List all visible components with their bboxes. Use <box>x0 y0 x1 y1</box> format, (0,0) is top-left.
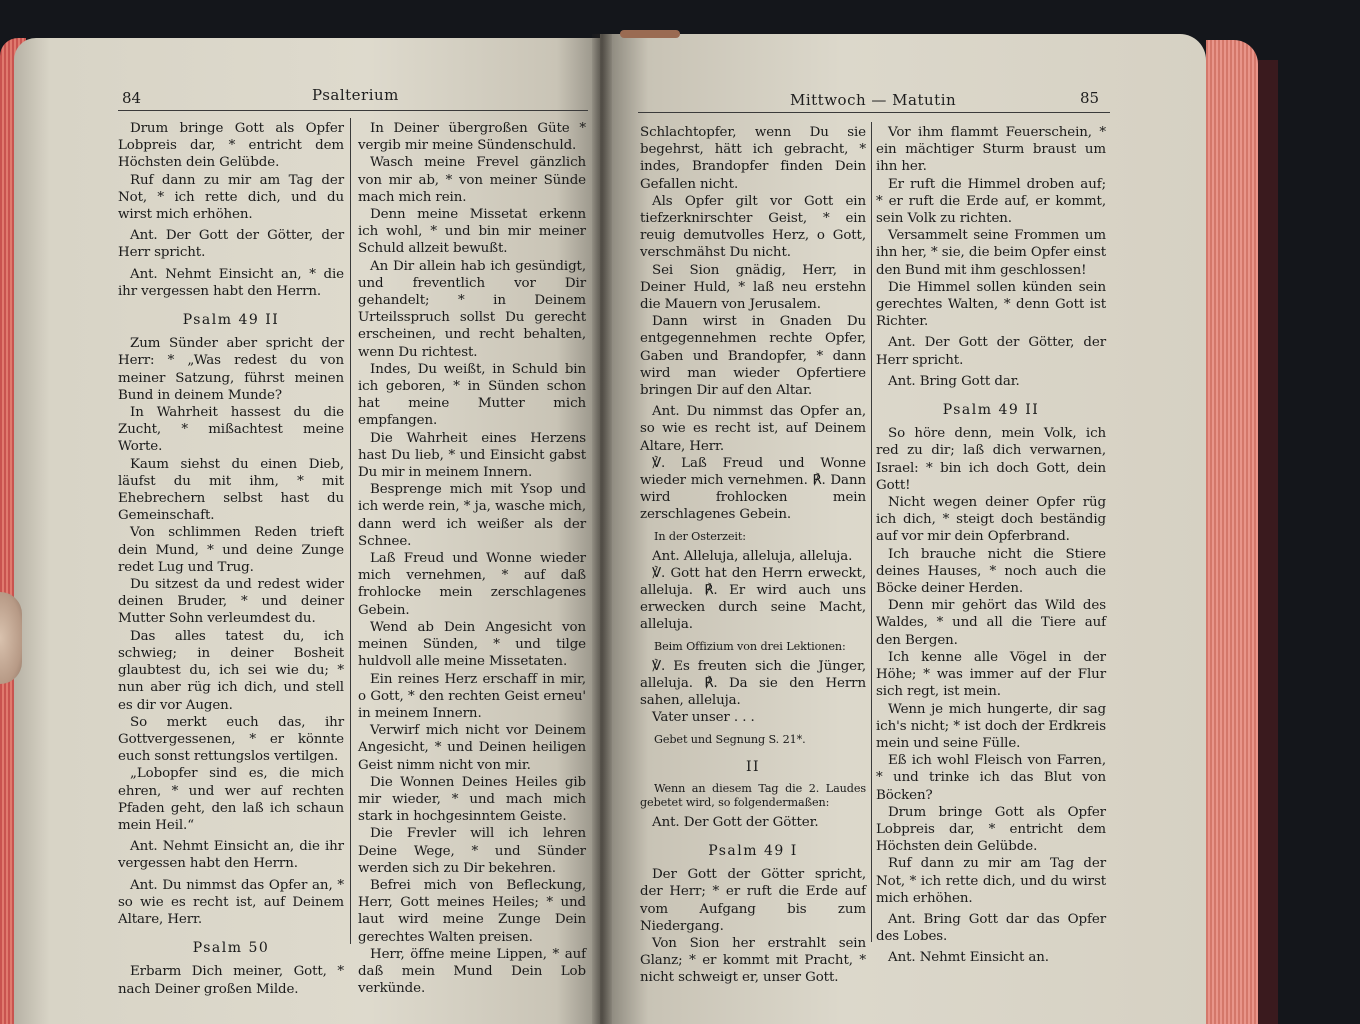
verse: „Lobopfer sind es, die mich ehren, * und wer auf rechten Pfaden geht, den laß ich schaun mein Heil.“ <box>118 766 344 833</box>
antiphon: Ant. Nehmt Einsicht an. <box>888 950 1049 966</box>
verse: Erbarm Dich meiner, Gott, * nach Deiner großen Milde. <box>118 964 344 997</box>
rubric: Gebet und Segnung S. 21*. <box>654 732 806 746</box>
verse: Als Opfer gilt vor Gott ein tiefzerknirschter Geist, * ein reuig demutvolles Herz, o Gott, verschmähst Du nicht. <box>640 193 866 261</box>
verse: Ruf dann zu mir am Tag der Not, * ich rette dich, und du wirst mich erhöhen. <box>876 856 1106 906</box>
verse: ℣. Gott hat den Herrn erweckt, alleluja. ℟. Er wird auch uns erwecken durch seine Macht, alleluja. <box>640 565 866 633</box>
psalm-heading: II <box>745 758 761 775</box>
page-edges-right <box>1206 40 1258 1024</box>
verse: Wasch meine Frevel gänzlich von mir ab, * von meiner Sünde mach mich rein. <box>358 155 586 205</box>
verse: Der Gott der Götter spricht, der Herr; * er ruft die Erde auf vom Aufgang bis zum Niedergang. <box>640 867 866 934</box>
verse: So merkt euch das, ihr Gottvergessenen, * er könnte euch sonst rettungslos vertilgen. <box>118 714 344 765</box>
verse: In Deiner übergroßen Güte * vergib mir meine Sündenschuld. <box>358 121 586 154</box>
verse: Verwirf mich nicht vor Deinem Angesicht, * und Deinen heiligen Geist nimm nicht von mir. <box>358 723 586 773</box>
left-header-rule <box>118 110 588 111</box>
verse: Nicht wegen deiner Opfer rüg ich dich, * steigt doch beständig auf vor mir dein Opferbrand. <box>876 495 1106 545</box>
antiphon: Ant. Der Gott der Götter, der Herr spricht. <box>118 228 344 261</box>
verse: Die Frevler will ich lehren Deine Wege, * und Sünder werden sich zu Dir bekehren. <box>358 826 586 876</box>
right-page-number: 85 <box>1080 89 1100 107</box>
verse: Zum Sünder aber spricht der Herr: * „Was redest du von meiner Satzung, führst meinen Bund in deinem Munde? <box>118 336 344 403</box>
verse: Denn mir gehört das Wild des Waldes, * und all die Tiere auf den Bergen. <box>876 598 1106 648</box>
antiphon: Ant. Nehmt Einsicht an, * die ihr vergessen habt den Herrn. <box>118 266 344 299</box>
verse: Wend ab Dein Angesicht von meinen Sünden, * und tilge huldvoll alle meine Missetaten. <box>358 619 586 670</box>
left-page-number: 84 <box>122 89 142 107</box>
verse: Von Sion her erstrahlt sein Glanz; * er kommt mit Pracht, * nicht schweigt er, unser Gott. <box>640 935 866 986</box>
book-gutter <box>592 34 612 1024</box>
thumb <box>0 592 22 684</box>
verse: Die Wonnen Deines Heiles gib mir wieder, * und mach mich stark in hochgesinntem Geiste. <box>358 774 586 825</box>
psalm-heading: Psalm 49 I <box>708 842 798 859</box>
verse: Indes, Du weißt, in Schuld bin ich geboren, * in Sünden schon hat meine Mutter mich empfangen. <box>358 361 586 429</box>
verse: Besprenge mich mit Ysop und ich werde rein, * ja, wasche mich, dann werd ich weißer als der Schnee. <box>358 482 586 549</box>
psalm-heading: Psalm 50 <box>192 940 270 957</box>
verse: Ich kenne alle Vögel in der Höhe; * was immer auf der Flur sich regt, ist mein. <box>876 649 1106 700</box>
verse: Herr, öffne meine Lippen, * auf daß mein Mund Dein Lob verkünde. <box>358 946 586 997</box>
verse: Laß Freud und Wonne wieder mich vernehmen, * auf daß frohlocke mein zerschlagenes Gebein. <box>358 551 586 618</box>
right-header-rule <box>638 112 1110 113</box>
right-page-column-1 <box>640 124 866 987</box>
verse: ℣. Laß Freud und Wonne wieder mich vernehmen. ℟. Dann wird frohlocken mein zerschlagenes Gebein. <box>640 455 866 523</box>
verse: Von schlimmen Reden trieft dein Mund, * und deine Zunge redet Lug und Trug. <box>118 525 344 575</box>
verse: Vater unser . . . <box>652 710 755 726</box>
verse: Drum bringe Gott als Opfer Lobpreis dar, * entricht dem Höchsten dein Gelübde. <box>118 121 344 171</box>
verse: Du sitzest da und redest wider deinen Bruder, * und deiner Mutter Sohn verleumdest du. <box>118 577 344 627</box>
psalm-heading: Psalm 49 II <box>182 312 280 329</box>
right-column-divider <box>871 122 872 942</box>
verse: Das alles tatest du, ich schwieg; in deiner Bosheit glaubtest du, ich sei wie du; * nun aber rüg ich dich, und stell es dir vor Augen. <box>118 628 344 713</box>
left-column-divider <box>350 118 351 944</box>
verse: Drum bringe Gott als Opfer Lobpreis dar, * entricht dem Höchsten dein Gelübde. <box>876 804 1106 855</box>
antiphon: Ant. Bring Gott dar. <box>888 373 1020 389</box>
rubric: Wenn an diesem Tag die 2. Laudes gebetet wird, so folgendermaßen: <box>640 781 866 809</box>
verse: Denn meine Missetat erkenn ich wohl, * und bin mir meiner Schuld allzeit bewußt. <box>358 207 586 257</box>
antiphon: Ant. Du nimmst das Opfer an, so wie es recht ist, auf Deinem Altare, Herr. <box>640 404 866 454</box>
left-page-column-2 <box>358 120 586 997</box>
bookmark-ribbon <box>620 30 680 38</box>
verse: Versammelt seine Frommen um ihn her, * sie, die beim Opfer einst den Bund mit ihm geschlossen! <box>876 228 1106 278</box>
verse: Eß ich wohl Fleisch von Farren, * und trinke ich das Blut von Böcken? <box>876 753 1106 803</box>
antiphon: Ant. Nehmt Einsicht an, die ihr vergessen habt den Herrn. <box>118 839 344 872</box>
verse: Dann wirst in Gnaden Du entgegennehmen rechte Opfer, Gaben und Brandopfer, * dann wird man wieder Opfertiere bringen Dir auf den Altar. <box>640 314 866 399</box>
psalm-heading: Psalm 49 II <box>942 402 1040 419</box>
verse: An Dir allein hab ich gesündigt, und freventlich vor Dir gehandelt; * in Deinem Urteilsspruch sollst Du gerecht erscheinen, und recht behalten, wenn Du richtest. <box>358 258 586 360</box>
antiphon: Ant. Bring Gott dar das Opfer des Lobes. <box>876 911 1106 945</box>
verse: Er ruft die Himmel droben auf; * er ruft die Erde auf, er kommt, sein Volk zu richten. <box>876 176 1106 227</box>
left-page-header: Psalterium <box>312 86 399 104</box>
rubric: Beim Offizium von drei Lektionen: <box>654 639 846 653</box>
right-page-column-2 <box>876 124 1106 967</box>
left-page-column-1 <box>118 120 344 998</box>
verse: Die Himmel sollen künden sein gerechtes Walten, * denn Gott ist Richter. <box>876 279 1106 330</box>
right-page-header: Mittwoch — Matutin <box>790 91 957 109</box>
verse: Ant. Der Gott der Götter. <box>652 814 819 830</box>
verse: Ein reines Herz erschaff in mir, o Gott, * den rechten Geist erneu' in meinem Innern. <box>358 671 586 721</box>
verse: Kaum siehst du einen Dieb, läufst du mit ihm, * mit Ehebrechern selbst hast du Gemeinschaft. <box>118 456 344 524</box>
verse: Wenn je mich hungerte, dir sag ich's nicht; * ist doch der Erdkreis mein und seine Fülle. <box>876 701 1106 751</box>
verse: Sei Sion gnädig, Herr, in Deiner Huld, * laß neu erstehn die Mauern von Jerusalem. <box>640 262 866 313</box>
verse: Ruf dann zu mir am Tag der Not, * ich rette dich, und du wirst mich erhöhen. <box>118 172 344 223</box>
verse: Ant. Alleluja, alleluja, alleluja. <box>652 548 853 564</box>
verse: Die Wahrheit eines Herzens hast Du lieb, * und Einsicht gabst Du mir in meinem Innern. <box>358 430 586 481</box>
verse: Vor ihm flammt Feuerschein, * ein mächtiger Sturm braust um ihn her. <box>876 125 1106 175</box>
verse: Befrei mich von Befleckung, Herr, Gott meines Heiles; * und laut wird meine Zunge Dein gerechtes Walten preisen. <box>358 877 586 945</box>
verse: Schlachtopfer, wenn Du sie begehrst, hätt ich gebracht, * indes, Brandopfer finden Dein Gefallen nicht. <box>640 125 866 192</box>
verse: Ich brauche nicht die Stiere deines Hauses, * noch auch die Böcke deiner Herden. <box>876 546 1106 597</box>
verse: In Wahrheit hassest du die Zucht, * mißachtest meine Worte. <box>118 405 344 455</box>
verse: ℣. Es freuten sich die Jünger, alleluja. ℟. Da sie den Herrn sahen, alleluja. <box>640 658 866 709</box>
verse: So höre denn, mein Volk, ich red zu dir; laß dich verwarnen, Israel: * bin ich doch Gott, dein Gott! <box>876 426 1106 493</box>
antiphon: Ant. Du nimmst das Opfer an, * so wie es recht ist, auf Deinem Altare, Herr. <box>118 877 344 927</box>
rubric: In der Osterzeit: <box>654 529 746 543</box>
antiphon: Ant. Der Gott der Götter, der Herr spricht. <box>876 335 1106 368</box>
